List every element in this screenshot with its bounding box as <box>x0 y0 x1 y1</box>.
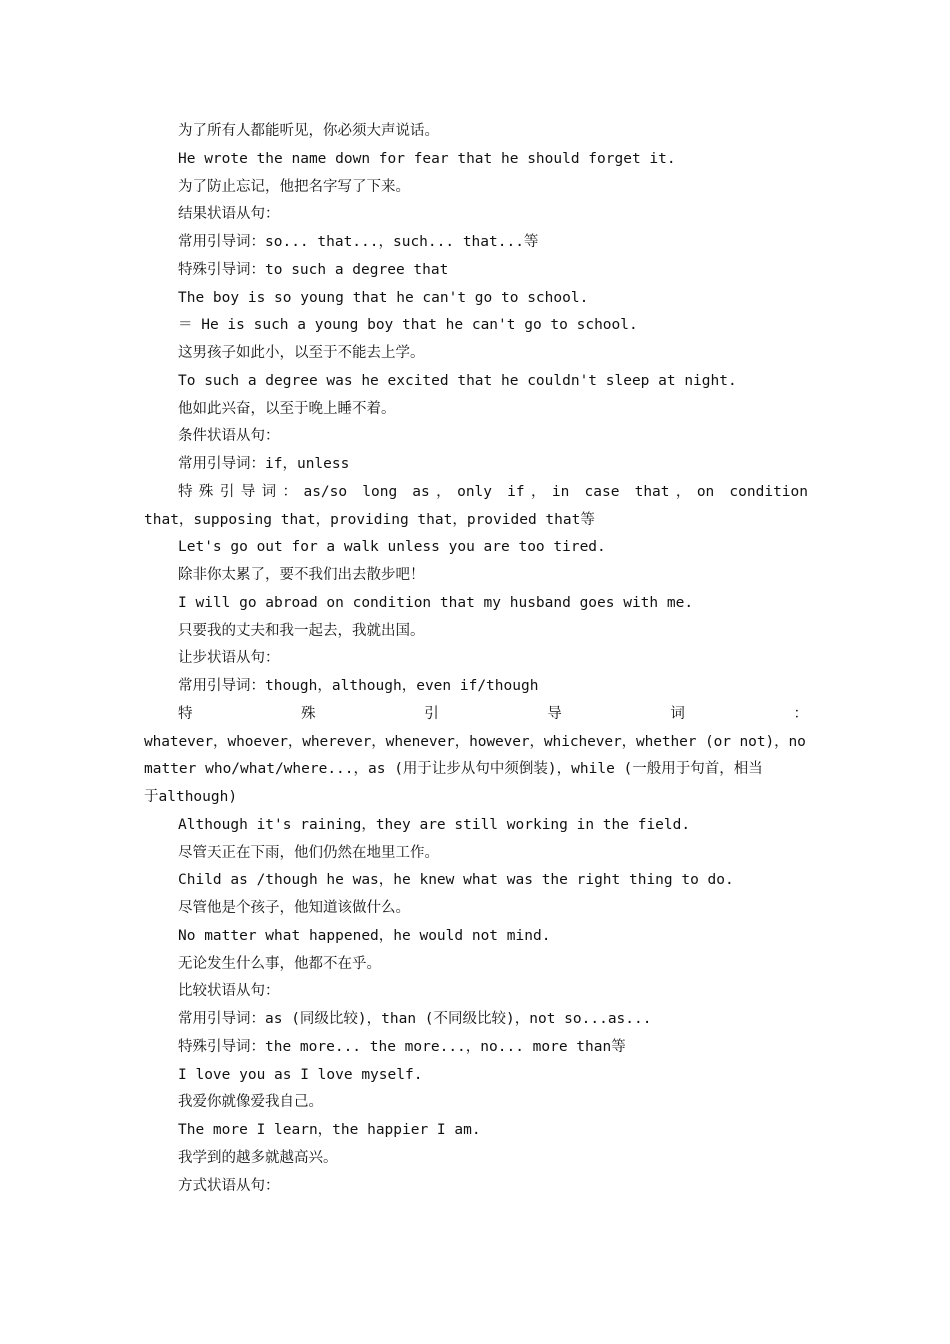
text-line: Although it's raining，they are still working in the field. <box>178 816 691 833</box>
text-line: Child as /though he was，he knew what was the right thing to do. <box>178 872 734 889</box>
text-line: 只要我的丈夫和我一起去，我就出国。 <box>178 622 425 639</box>
section-heading-comparison-clause: 比较状语从句： <box>178 983 280 1000</box>
text-line: He wrote the name down for fear that he should forget it. <box>178 150 676 167</box>
text-line: that，supposing that，providing that，provided that等 <box>144 511 595 528</box>
section-heading-conditional-clause: 条件状语从句： <box>178 428 280 445</box>
text-line: No matter what happened，he would not mind. <box>178 927 551 944</box>
text-line: 常用引导词：as (同级比较)，than (不同级比较)，not so...as... <box>178 1011 652 1027</box>
text-line: I will go abroad on condition that my husband goes with me. <box>178 594 694 611</box>
text-line: 特殊引导词： <box>178 705 808 722</box>
text-line: I love you as I love myself. <box>178 1066 423 1083</box>
section-heading-manner-clause: 方式状语从句： <box>178 1177 280 1194</box>
text-line: matter who/what/where...，as (用于让步从句中须倒装)，while (一般用于句首，相当 <box>144 761 763 778</box>
text-line: 除非你太累了，要不我们出去散步吧！ <box>178 567 425 583</box>
text-line: ＝ He is such a young boy that he can't go to school. <box>178 317 638 334</box>
document-body <box>144 118 808 1200</box>
section-heading-concession-clause: 让步状语从句： <box>178 650 280 667</box>
text-line: 常用引导词：if，unless <box>178 456 350 472</box>
text-line: 常用引导词：so... that...，such... that...等 <box>178 234 539 250</box>
text-line: 为了防止忘记，他把名字写了下来。 <box>178 178 410 195</box>
text-line: 特殊引导词：the more... the more...，no... more than等 <box>178 1038 626 1055</box>
text-line: 常用引导词：though，although，even if/though <box>178 678 539 694</box>
text-line: 我爱你就像爱我自己。 <box>178 1094 323 1111</box>
text-line: 尽管他是个孩子，他知道该做什么。 <box>178 900 410 916</box>
text-line: 我学到的越多就越高兴。 <box>178 1149 338 1166</box>
text-line: The boy is so young that he can't go to school. <box>178 289 589 306</box>
text-line: 为了所有人都能听见，你必须大声说话。 <box>178 123 439 139</box>
text-line: Let's go out for a walk unless you are too tired. <box>178 539 606 556</box>
text-line: 他如此兴奋，以至于晚上睡不着。 <box>178 400 396 417</box>
text-line: 特殊引导词：as/so long as，only if，in case that，on condition <box>178 483 808 500</box>
text-line: 于although) <box>144 789 238 805</box>
text-line: 尽管天正在下雨，他们仍然在地里工作。 <box>178 844 439 861</box>
text-line: whatever，whoever，wherever，whenever，however，whichever，whether (or not)，no <box>144 733 806 750</box>
section-heading-result-clause: 结果状语从句： <box>178 206 280 223</box>
text-line: 无论发生什么事，他都不在乎。 <box>178 955 381 972</box>
text-line: The more I learn，the happier I am. <box>178 1122 481 1138</box>
text-line: 这男孩子如此小，以至于不能去上学。 <box>178 345 425 361</box>
text-line: 特殊引导词：to such a degree that <box>178 261 449 278</box>
text-line: To such a degree was he excited that he couldn't sleep at night. <box>178 372 737 389</box>
